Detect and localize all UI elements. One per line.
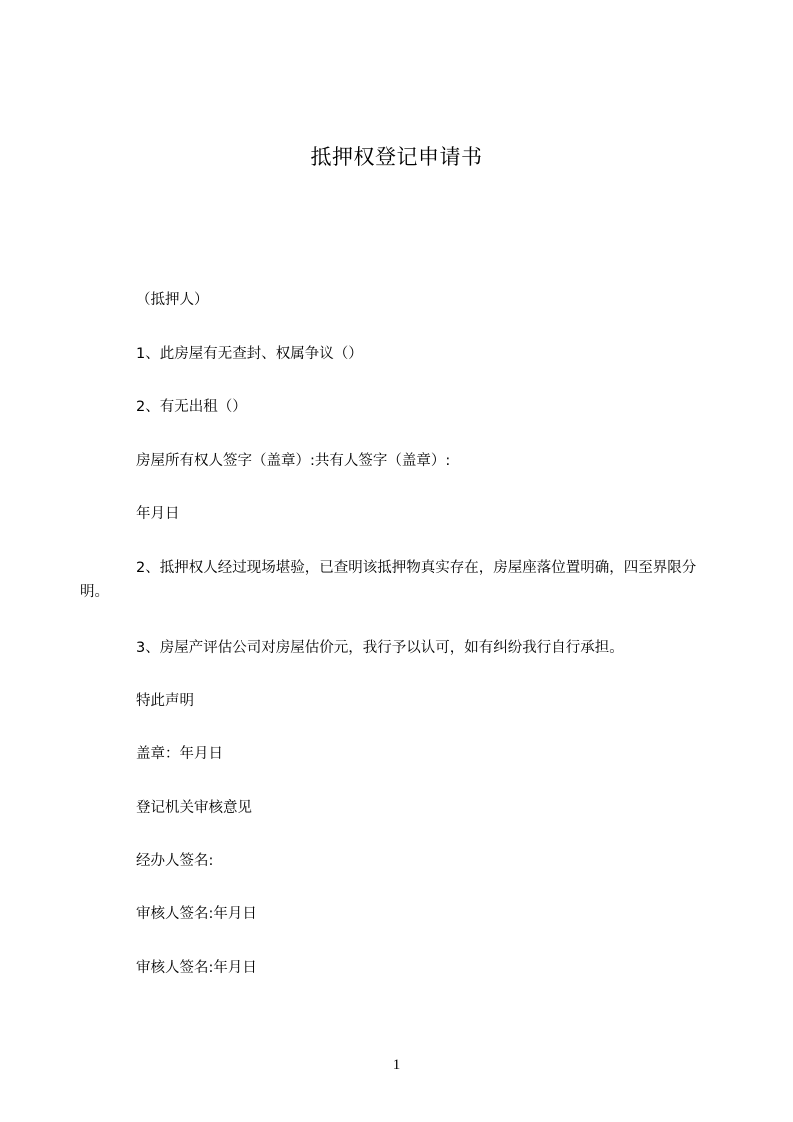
document-title: 抵押权登记申请书 — [310, 145, 483, 169]
declaration-line: 特此声明 — [136, 693, 194, 709]
item-seizure-dispute: 1、此房屋有无查封、权属争议（） — [136, 346, 363, 362]
page-number: 1 — [392, 1057, 401, 1073]
item-rental: 2、有无出租（） — [136, 399, 247, 415]
owner-signature-line: 房屋所有权人签字（盖章）:共有人签字（盖章）: — [136, 453, 451, 469]
registration-review-heading: 登记机关审核意见 — [136, 800, 252, 816]
date-line: 年月日 — [136, 506, 180, 522]
reviewer-signature-line-2: 审核人签名:年月日 — [136, 960, 257, 976]
handler-signature-line: 经办人签名: — [136, 853, 214, 869]
mortgagor-label: （抵押人） — [136, 292, 209, 308]
reviewer-signature-line-1: 审核人签名:年月日 — [136, 906, 257, 922]
mortgagee-inspection-paragraph: 2、抵押权人经过现场堪验，已查明该抵押物真实存在，房屋座落位置明确，四至界限分明。 — [80, 560, 697, 600]
appraisal-paragraph: 3、房屋产评估公司对房屋估价元，我行予以认可，如有纠纷我行自行承担。 — [136, 640, 624, 656]
seal-date-line: 盖章：年月日 — [136, 746, 223, 762]
